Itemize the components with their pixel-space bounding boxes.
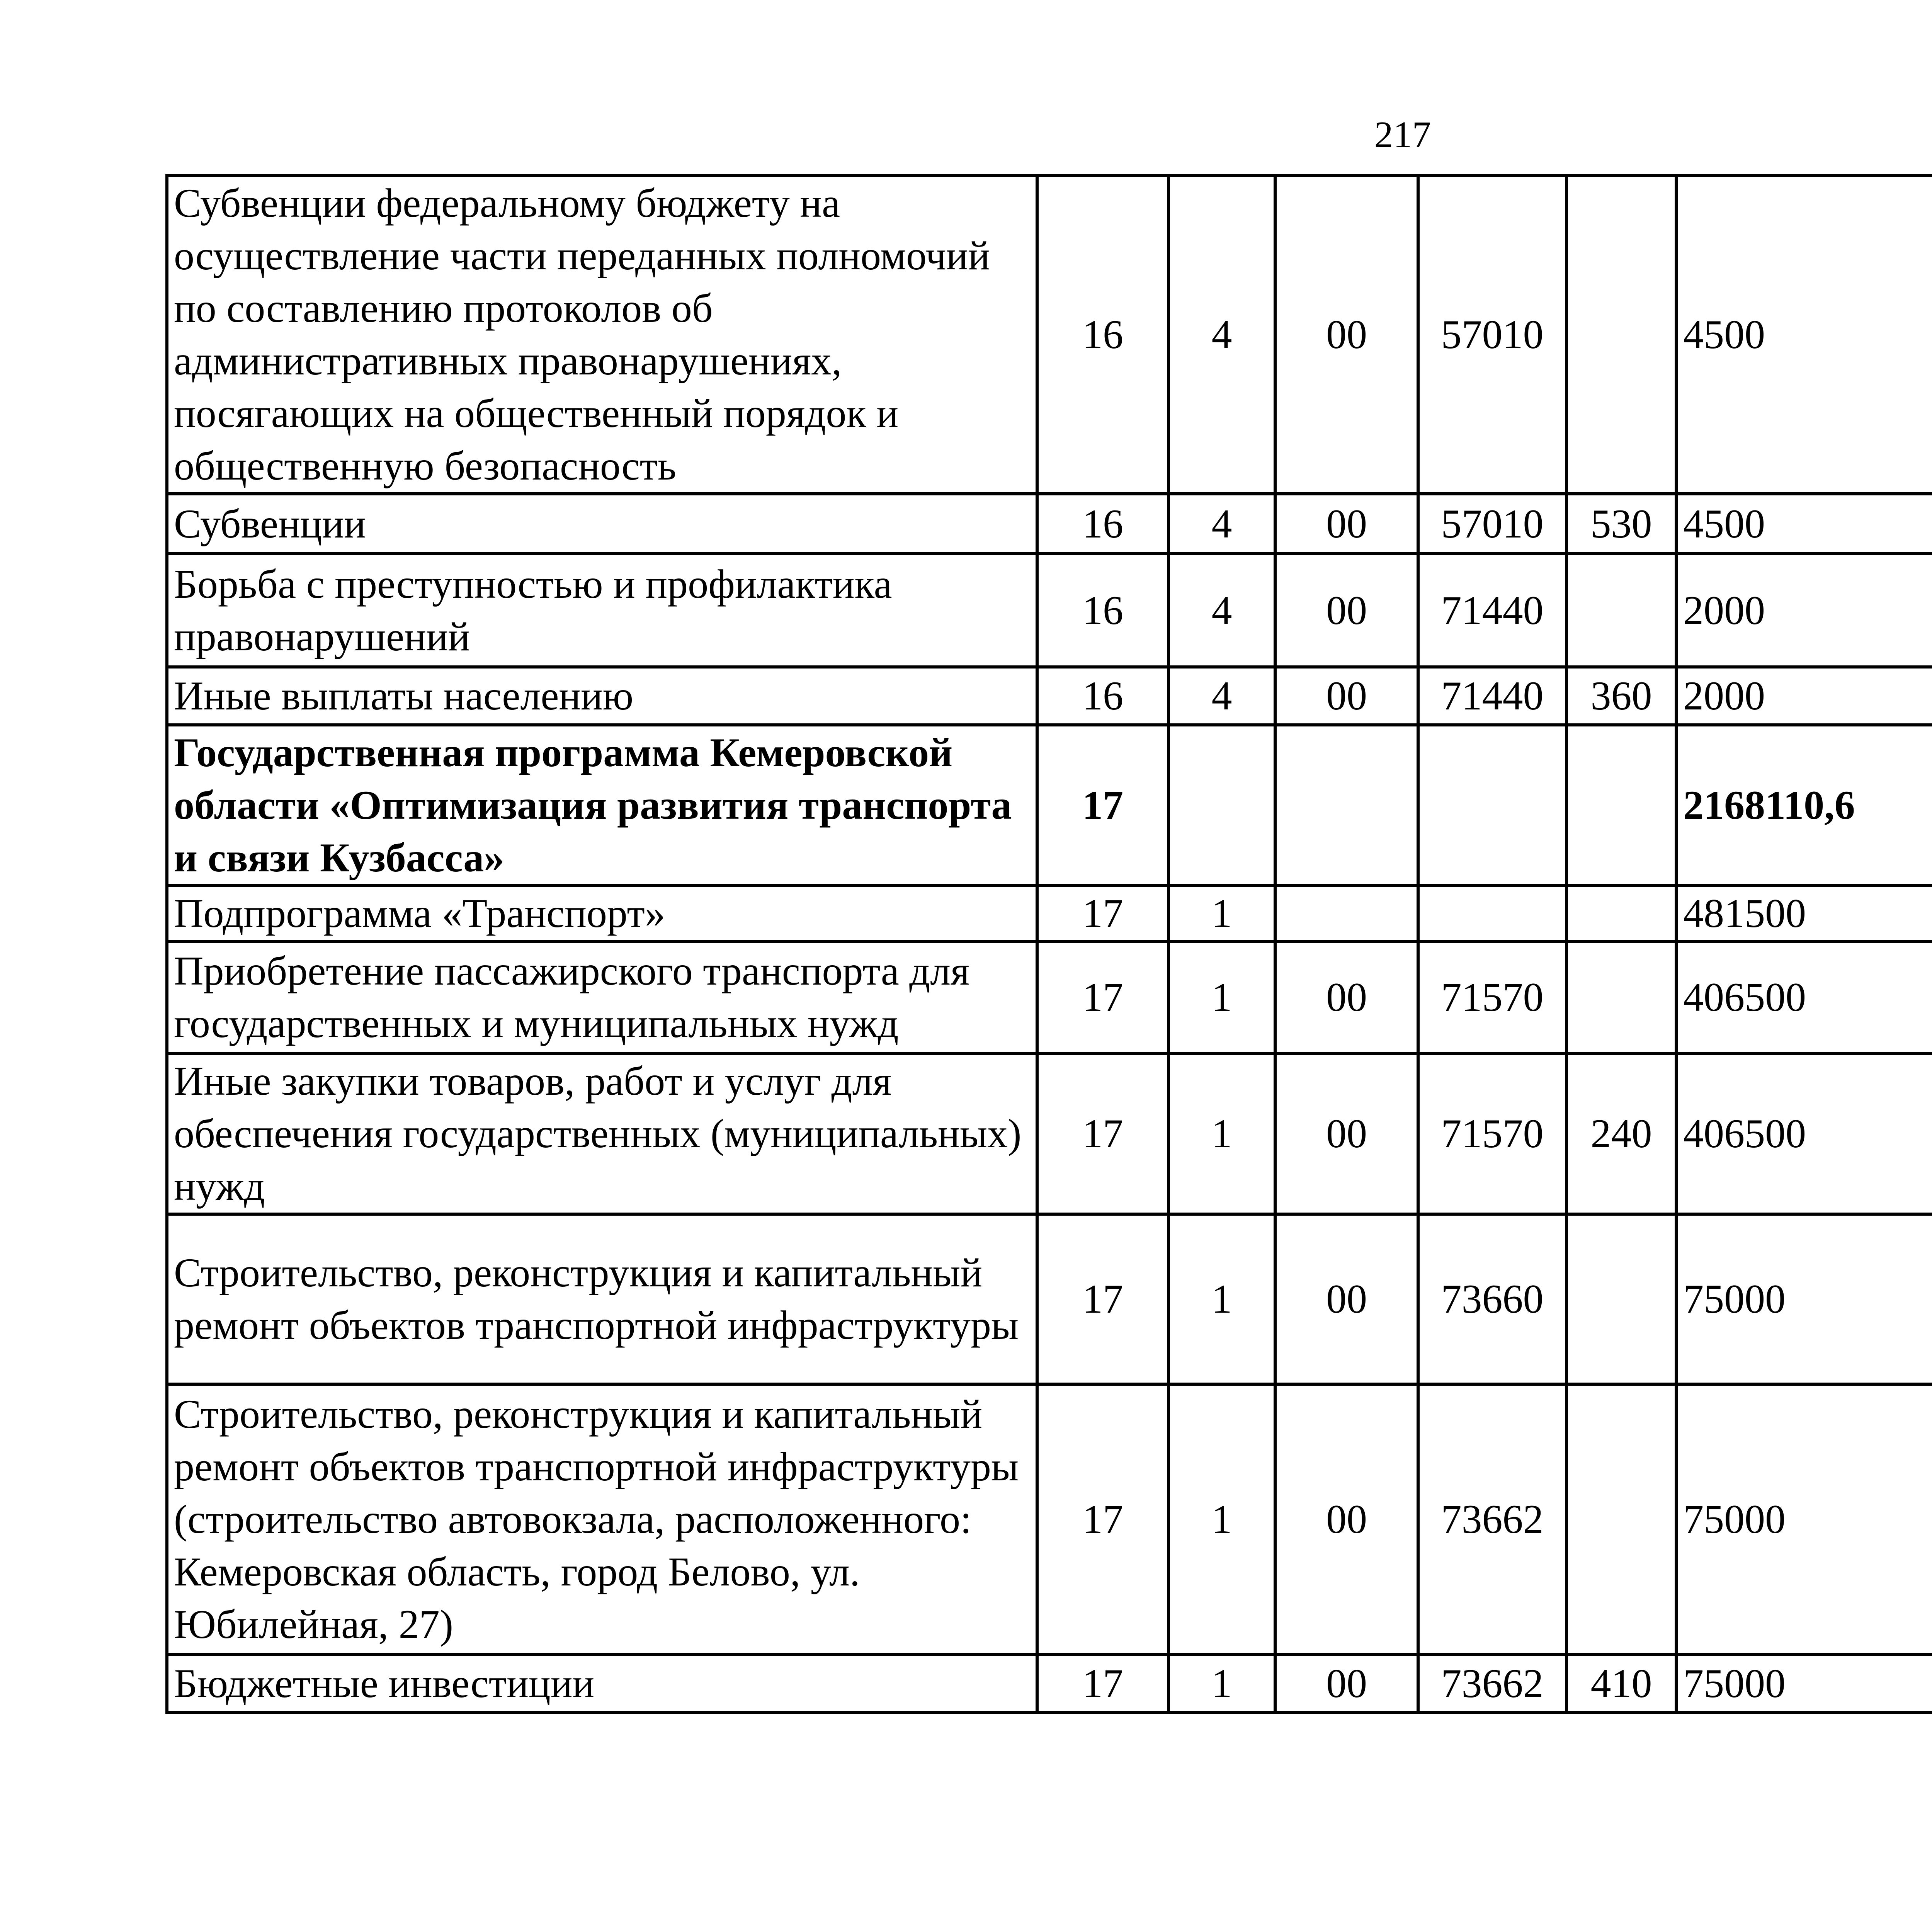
row-name: Иные выплаты населению <box>167 667 1037 725</box>
code-cell: 1 <box>1168 1214 1275 1384</box>
code-cell: 57010 <box>1418 494 1566 554</box>
code-cell: 4 <box>1168 175 1275 494</box>
code-cell: 57010 <box>1418 175 1566 494</box>
amount-cell: 406500 <box>1676 941 1932 1053</box>
code-cell: 73662 <box>1418 1655 1566 1713</box>
row-name: Бюджетные инвестиции <box>167 1655 1037 1713</box>
code-cell: 17 <box>1037 1655 1168 1713</box>
code-cell: 16 <box>1037 667 1168 725</box>
code-cell: 17 <box>1037 1214 1168 1384</box>
page-number: 217 <box>1374 114 1431 156</box>
code-cell: 360 <box>1566 667 1676 725</box>
row-name: Субвенции <box>167 494 1037 554</box>
code-cell: 17 <box>1037 1053 1168 1214</box>
code-cell: 71440 <box>1418 554 1566 667</box>
code-cell <box>1566 1384 1676 1655</box>
amount-cell: 2000 <box>1676 554 1932 667</box>
code-cell <box>1566 175 1676 494</box>
code-cell: 17 <box>1037 941 1168 1053</box>
code-cell: 00 <box>1275 175 1418 494</box>
code-cell: 00 <box>1275 554 1418 667</box>
code-cell: 73662 <box>1418 1384 1566 1655</box>
code-cell: 16 <box>1037 175 1168 494</box>
code-cell <box>1275 886 1418 941</box>
code-cell: 16 <box>1037 554 1168 667</box>
code-cell: 1 <box>1168 1384 1275 1655</box>
code-cell: 4 <box>1168 554 1275 667</box>
code-cell: 17 <box>1037 886 1168 941</box>
row-name: Строительство, реконструкция и капитальный ремонт объектов транспортной инфраструктуры <box>167 1214 1037 1384</box>
row-name: Субвенции федеральному бюджету на осуществление части переданных полномочий по составлению протоколов об административных правонарушениях, посягающих на общественный порядок и общественную безопасность <box>167 175 1037 494</box>
amount-cell: 75000 <box>1676 1384 1932 1655</box>
table-row <box>167 941 1932 1053</box>
code-cell: 00 <box>1275 1053 1418 1214</box>
table-row <box>167 554 1932 667</box>
amount-cell: 4500 <box>1676 175 1932 494</box>
table-row <box>167 886 1932 941</box>
code-cell: 00 <box>1275 941 1418 1053</box>
code-cell: 71570 <box>1418 941 1566 1053</box>
table-row <box>167 1053 1932 1214</box>
code-cell: 00 <box>1275 1384 1418 1655</box>
code-cell: 73660 <box>1418 1214 1566 1384</box>
code-cell: 1 <box>1168 1053 1275 1214</box>
code-cell: 4 <box>1168 667 1275 725</box>
row-name: Строительство, реконструкция и капитальный ремонт объектов транспортной инфраструктуры (строительство автовокзала, расположенного: Кемеровская область, город Белово, ул. Юбилейная, 27) <box>167 1384 1037 1655</box>
amount-cell: 75000 <box>1676 1214 1932 1384</box>
amount-cell: 4500 <box>1676 494 1932 554</box>
code-cell: 1 <box>1168 941 1275 1053</box>
code-cell: 71570 <box>1418 1053 1566 1214</box>
table-row <box>167 1384 1932 1655</box>
code-cell <box>1418 725 1566 886</box>
code-cell: 1 <box>1168 1655 1275 1713</box>
code-cell: 240 <box>1566 1053 1676 1214</box>
code-cell: 410 <box>1566 1655 1676 1713</box>
code-cell: 00 <box>1275 1655 1418 1713</box>
table-row <box>167 1655 1932 1713</box>
row-name: Приобретение пассажирского транспорта для государственных и муниципальных нужд <box>167 941 1037 1053</box>
table-row <box>167 175 1932 494</box>
code-cell: 71440 <box>1418 667 1566 725</box>
code-cell: 4 <box>1168 494 1275 554</box>
code-cell <box>1418 886 1566 941</box>
code-cell <box>1566 725 1676 886</box>
code-cell: 00 <box>1275 667 1418 725</box>
row-name: Иные закупки товаров, работ и услуг для обеспечения государственных (муниципальных) нужд <box>167 1053 1037 1214</box>
row-name: Государственная программа Кемеровской области «Оптимизация развития транспорта и связи Кузбасса» <box>167 725 1037 886</box>
amount-cell: 75000 <box>1676 1655 1932 1713</box>
table-row <box>167 494 1932 554</box>
table-row <box>167 667 1932 725</box>
code-cell: 530 <box>1566 494 1676 554</box>
table-row <box>167 725 1932 886</box>
code-cell <box>1566 886 1676 941</box>
code-cell <box>1566 1214 1676 1384</box>
row-name: Подпрограмма «Транспорт» <box>167 886 1037 941</box>
code-cell: 00 <box>1275 494 1418 554</box>
code-cell: 17 <box>1037 725 1168 886</box>
code-cell: 00 <box>1275 1214 1418 1384</box>
amount-cell: 406500 <box>1676 1053 1932 1214</box>
code-cell: 17 <box>1037 1384 1168 1655</box>
row-name: Борьба с преступностью и профилактика правонарушений <box>167 554 1037 667</box>
code-cell <box>1566 554 1676 667</box>
code-cell <box>1275 725 1418 886</box>
code-cell: 16 <box>1037 494 1168 554</box>
amount-cell: 481500 <box>1676 886 1932 941</box>
code-cell: 1 <box>1168 886 1275 941</box>
amount-cell: 2000 <box>1676 667 1932 725</box>
amount-cell: 2168110,6 <box>1676 725 1932 886</box>
budget-table <box>165 174 1932 1714</box>
code-cell <box>1168 725 1275 886</box>
table-row <box>167 1214 1932 1384</box>
code-cell <box>1566 941 1676 1053</box>
